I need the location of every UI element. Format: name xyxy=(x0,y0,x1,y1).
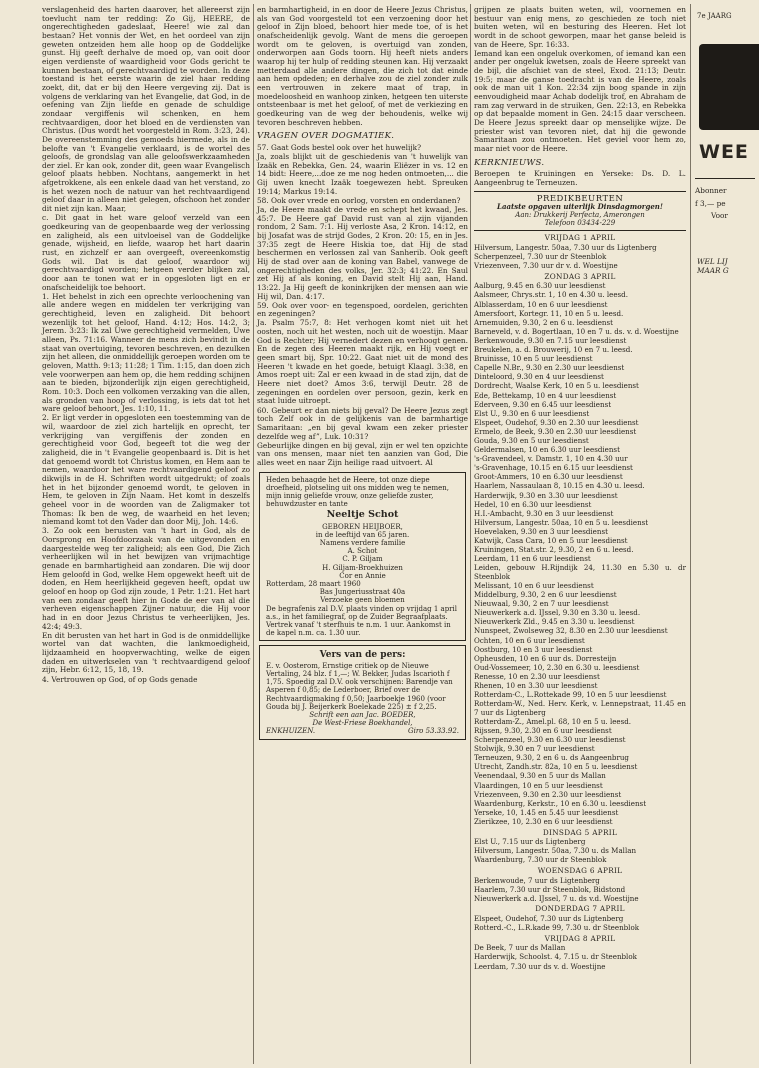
column-divider xyxy=(690,4,691,1064)
service-entry: De Beek, 7 uur ds Mallan xyxy=(474,943,566,953)
service-entry: Katwijk, Casa Cara, 10 en 5 uur leesdienst xyxy=(474,536,628,545)
question: 58. Ook over vrede en oorlog, vorsten en onderdanen? xyxy=(257,195,461,205)
paragraph: En dit berusten van het hart in God is de onmiddellijke wortel van dat wachten, die lankmoedigheid, lijdzaamheid en hoopverwachting, welke de eigen daden en uitwerkselen van 't rechtvaardigend geloof zijn, Hebr. 6:12, 15, 18, 19. xyxy=(42,630,250,675)
service-entry: Arnemuiden, 9.30, 2 en 6 u. leesdienst xyxy=(474,317,613,327)
service-entry: Dinteloord, 9.30 en 4 uur leesdienst xyxy=(474,372,604,382)
service-entry: Ederveen, 9.30 en 6.45 uur leesdienst xyxy=(474,399,612,409)
service-entry: Berkenwoude, 7 uur ds Ligtenberg xyxy=(474,875,600,885)
service-entry: Vriezenveen, 9.30 en 2.30 uur leesdienst xyxy=(474,789,622,799)
subscription-box xyxy=(695,178,755,233)
service-entry: Waardenburg, Kerkstr., 10 en 6.30 u. leesdienst xyxy=(474,798,647,808)
service-entry: Elspeet, Oudehof, 9.30 en 2.30 uur leesdienst xyxy=(474,417,639,427)
obituary-name: Neeltje Schot xyxy=(326,509,399,521)
service-entry: Elspeet, Oudehof, 7.30 uur ds Ligtenberg xyxy=(474,914,624,924)
service-entry: Rotterdam-Z., Amel.pl. 68, 10 en 5 u. leesd. xyxy=(474,716,632,726)
service-entry: Ochten, 10 en 6 uur leesdienst xyxy=(474,635,585,645)
service-entry: Harderwijk, Schoolst. 4, 7.15 u. dr Steenblok xyxy=(474,952,637,962)
paragraph: c. Dit gaat in het ware geloof verzeld van een goedkeuring van de geopenbaarde weg der verlossing en zaligheid, als een uitvloeisel van de Goddelijke genade, wijsheid, en liefde, waarop het hart daarin rust, en zichzelf er aan overgeeft, overeenkomstig Gods wil. Dat is dat geloof, waardoor wij gerechtvaardigd worden; hetgeen verder blijken zal, door aan te tonen wat er in opgesloten ligt en er onafscheidelijk toe behoort. xyxy=(42,213,250,292)
service-entry: Stolwijk, 9.30 en 7 uur leesdienst xyxy=(474,744,595,754)
schedule-day: WOENSDAG 6 APRIL xyxy=(537,865,623,875)
predikbeurten-deadline: Laatste opgaven uiterlijk Dinsdagmorgen! xyxy=(497,202,663,212)
divider xyxy=(474,191,686,192)
service-entry: Waardenburg, 7.30 uur dr Steenblok xyxy=(474,855,607,865)
section-heading: KERKNIEUWS. xyxy=(474,157,545,168)
predikbeurten-phone: Telefoon 03434-229 xyxy=(544,219,616,228)
service-entry: Capelle N.Br., 9.30 en 2.30 uur leesdienst xyxy=(474,363,625,373)
schedule-day: DINSDAG 5 APRIL xyxy=(542,827,618,837)
service-entry: Nieuwerkerk a.d. IJssel, 7 u. ds v.d. Woestijne xyxy=(474,893,639,903)
book-advertisement xyxy=(259,645,466,739)
ad-city: ENKHUIZEN. xyxy=(266,727,316,736)
service-entry: Hilversum, Langestr. 50aa, 7.30 uur ds Ligtenberg xyxy=(474,242,657,252)
paragraph: 1. Het behelst in zich een oprechte verloochening van alle andere wegen en middelen ter verkrijging van gerechtigheid, leven en zaligheid. Dit behoort wezenlijk tot het geloof, Hand. 4:12; Hos. 14:2, 3; Jerem. 3:23: Ik zal Uwe gerechtigheid vermelden, Uwe alleen, Ps. 71:16. Wanneer de mens zich bevindt in de staat van overtuiging, tevoren beschreven, en dezulken zijn het alleen, die onmiddellijk geroepen worden om te geloven, Matth. 9:13; 11:28; 1 Tim. 1:15, dan doen zich vele voorwerpen aan hem op, die hem redding schijnen aan te bieden, bijzonderlijk zijn eigen gerechtigheid, Rom. 10:3. Doch een volkomen verzaking van die allen, als gronden van hoop of verlossing, is iets dat tot het ware geloof behoort, Jes. 1:10, 11. xyxy=(42,291,250,414)
service-entry: Leerdam, 11 en 6 uur leesdienst xyxy=(474,554,591,564)
service-entry: Melissant, 10 en 6 uur leesdienst xyxy=(474,580,594,590)
service-entry: Gouda, 9.30 en 5 uur leesdienst xyxy=(474,435,589,445)
service-entry: Nieuwerkerk a.d. IJssel, 9.30 en 3.30 u. leesd. xyxy=(474,608,641,618)
service-entry: Kruiningen, Stat.str. 2, 9.30, 2 en 6 u. leesd. xyxy=(474,545,634,555)
service-entry: Yerseke, 10, 1.45 en 5.45 uur leesdienst xyxy=(474,807,619,817)
service-entry: Amersfoort, Kortegr. 11, 10 en 5 u. leesd. xyxy=(474,308,624,318)
service-entry: Elst U., 9.30 en 6 uur leesdienst xyxy=(474,408,590,418)
divider xyxy=(474,230,686,231)
service-entry: Rotterd.-C., L.R.kade 99, 7.30 u. dr Steenblok xyxy=(474,923,640,933)
service-entry: Vriezenveen, 7.30 uur dr v. d. Woestijne xyxy=(474,261,618,271)
predikbeurten-address: Aan: Drukkerij Perfecta, Amerongen xyxy=(515,211,645,220)
service-entry: Scherpenzeel, 7.30 uur dr Steenblok xyxy=(474,252,607,262)
masthead-title: WEE xyxy=(699,141,749,163)
obituary-notice xyxy=(259,472,466,642)
service-entry: Terneuzen, 9.30, 2 en 6 u. ds Aangeenbrug xyxy=(474,753,629,763)
subscription-voor: Voor xyxy=(711,211,728,221)
service-entry: Hoevelaken, 9.30 en 3 uur leesdienst xyxy=(474,526,608,536)
service-entry: Ede, Bettekamp, 10 en 4 uur leesdienst xyxy=(474,390,617,400)
obituary-age: in de leeftijd van 65 jaren. xyxy=(315,530,410,539)
service-entry: Haarlem, 7.30 uur dr Steenblok, Bidstond xyxy=(474,884,626,894)
service-entry: Oud-Vossemeer, 10, 2.30 en 6.30 u. leesdienst xyxy=(474,662,640,672)
question: 59. Ook over voor- en tegenspoed, oordelen, gerichten en zegeningen? xyxy=(257,300,468,319)
service-entry: Ermelo, de Beek, 9.30 en 2.30 uur leesdienst xyxy=(474,426,637,436)
obituary-address: Bas Jungeriusstraat 40a xyxy=(319,588,406,597)
service-entry: Groot-Ammers, 10 en 6.30 uur leesdienst xyxy=(474,472,623,482)
obituary-family-member: A. Schot xyxy=(347,547,378,556)
ad-giro: Giro 53.33.92. xyxy=(407,727,459,736)
schedule-day: VRIJDAG 1 APRIL xyxy=(544,233,616,243)
answer: Ja, de Heere maakt de vrede en schept het kwaad, Jes. 45:7. De Heere gaf David rust van al zijn vijanden rondom, 2 Sam. 7:1. Hij verloste Asa, 2 Kron. 14:12, en bij Josafat was de strijd Godes, 2 Kron. 20: 15, en in Jes. 37:35 zegt de Heere Hiskia toe, dat Hij de stad beschermen en verlossen zal van Sanherib. Ook geeft Hij de stad over aan de koning van Babel, vanwege de ongerechtigheden des volks, Jer. 32:3; 41:22. En Saul zet Hij af als koning, en David stelt Hij aan, Hand. 13:22. Ja Hij geeft de koninkrijken der mensen aan wie Hij wil, Dan. 4:17. xyxy=(257,204,468,301)
service-schedule xyxy=(474,234,686,971)
ad-body: E. v. Oosterom, Ernstige critiek op de Nieuwe Vertaling, 24 blz. f 1,—; W. Bekker, Judas Iscarioth f 1,75. Spoedig zal D.V. ook verschijnen: Barendje van Asperen f 0,85; de Lederboer, Brief over de Rechtvaardigmaking f 0,50; Jaarboekje 1960 (voor Gouda bij J. Beijerkerk Boelekade 225) ± f 2,25. xyxy=(266,661,453,711)
paragraph: 4. Vertrouwen op God, of op Gods genade xyxy=(42,674,198,684)
obituary-request: Verzoeke geen bloemen xyxy=(320,596,405,605)
service-entry: Alblasserdam, 10 en 6 uur leesdienst xyxy=(474,299,608,309)
service-entry: Oostburg, 10 en 3 uur leesdienst xyxy=(474,644,593,654)
service-entry: Zierikzee, 10, 2.30 en 6 uur leesdienst xyxy=(474,816,613,826)
service-entry: Utrecht, Zandh.str. 82a, 10 en 5 u. leesdienst xyxy=(474,762,638,772)
service-entry: 's-Gravendeel, v. Damstr. 1, 10 en 4.30 uur xyxy=(474,454,628,464)
service-entry: Berkenwoude, 9.30 en 7.15 uur leesdienst xyxy=(474,335,627,345)
service-entry: H.I.-Ambacht, 9.30 en 3 uur leesdienst xyxy=(474,508,614,518)
paragraph: Iemand kan een ongeluk overkomen, of iemand kan een ander per ongeluk kwetsen, zoals de Heere spreekt van de bijl, die afschiet van de steel, Exod. 21:13; Deutr. 19:5; maar de ganse toedracht is van de Heere, zoals ook de man uit 1 Kon. 22:34 zijn boog spande in zijn eenvoudigheid maar Achab dodelijk trof, en Abraham de ram zag verward in de struiken, Gen. 22:13, en Rebekka op dat bepaalde moment in Gen. 24:15 daar verscheen. De Heere Jezus spreekt daar op menselijke wijze. De priester wist van tevoren niet, dat hij die gewonde Samaritaan zou ontmoeten. Het geviel voor hem zo, maar niet voor de Heere. xyxy=(474,48,686,153)
ad-title: Vers van de pers: xyxy=(319,650,406,661)
schedule-day: DONDERDAG 7 APRIL xyxy=(535,904,625,914)
service-entry: Bruinisse, 10 en 5 uur leesdienst xyxy=(474,354,593,364)
service-entry: 's-Gravenhage, 10.15 en 6.15 uur leesdienst xyxy=(474,463,633,473)
service-entry: Rotterdam-C., L.Rottekade 99, 10 en 5 uur leesdienst xyxy=(474,690,667,700)
service-entry: Breukelen, a. d. Brouwerij, 10 en 7 u. leesd. xyxy=(474,345,633,355)
obituary-born: GEBOREN HEIJBOER, xyxy=(322,522,403,531)
question: 57. Gaat Gods bestel ook over het huwelijk? xyxy=(257,142,422,152)
paragraph: 2. Er ligt verder in opgesloten een toestemming van de wil, waardoor de ziel zich hartelijk en oprecht, ter verkrijging van vergiffenis der zonden en gerechtigheid voor God, begeeft tot die weg der zaligheid, die in 't Evangelie geopenbaard is. Dit is het dat genoemd wordt tot Christus komen, en Hem aan te nemen, waardoor het ware rechtvaardigend geloof zo dikwijls in de H. Schriften wordt uitgedrukt; of zoals het in het bijzonder genoemd wordt, te geloven in Hem, te geloven in Zijn Naam. Het komt in deszelfs geheel voor in de woorden van de Zaligmaker tot Thomas: Ik ben de weg, de waarheid en het leven; niemand komt tot den Vader dan door Mij, Joh. 14:6. xyxy=(42,413,250,527)
service-entry: Elst U., 7.15 uur ds Ligtenberg xyxy=(474,837,586,847)
predikbeurten-title: PREDIKBEURTEN xyxy=(536,193,624,204)
service-entry: Aalburg, 9.45 en 6.30 uur leesdienst xyxy=(474,281,606,291)
paragraph: grijpen ze plaats buiten weten, wil, voornemen en bestuur van enig mens, zo geschieden ze toch niet buiten weten, wil en besturing des Heeren. Het lot wordt in de schoot geworpen, maar het ganse beleid is van de Heere, Spr. 16:33. xyxy=(474,5,686,49)
answer: Ja. Psalm 75:7, 8: Het verhogen komt niet uit het oosten, noch uit het westen, noch uit de woestijn. Maar God is Rechter; Hij vernedert dezen en verhoogt genen. En de zegen des Heeren maakt rijk, en Hij voegt er geen smart bij, Spr. 10:22. Gaat niet uit de mond des Heeren 't kwade en het goede, betuigt Klaagl. 3:38, en Amos roept uit: Zal er een kwaad in de stad zijn, dat de Heere niet doet? Amos 3:6, terwijl Deutr. 28 de zegeningen en oordelen over persoon, gezin, kerk en staat luide uitroept. xyxy=(257,318,468,406)
service-entry: Middelburg, 9.30, 2 en 6 uur leesdienst xyxy=(474,590,617,600)
service-entry: Leiden, gebouw H.Rijndijk 24, 11.30 en 5.30 u. dr Steenblok xyxy=(474,563,686,581)
service-entry: Barneveld, v. d. Bogertlaan, 10 en 7 u. ds. v. d. Woestijne xyxy=(474,326,679,336)
service-entry: Nieuwerkerk Zld., 9.45 en 3.30 u. leesdienst xyxy=(474,617,635,627)
column-3 xyxy=(474,6,686,1056)
column-divider xyxy=(470,4,471,1064)
service-entry: Opheusden, 10 en 6 uur ds. Dorresteijn xyxy=(474,653,617,663)
paragraph: en barmhartigheid, in en door de Heere Jezus Christus, als van God voorgesteld tot een verzoening door het geloof in Zijn bloed, behoort hier mede toe, of is het onafscheidenlijk gevolg. Want de mens die geroepen wordt om te geloven, is overtuigd van zonden, onderworpen aan Gods toorn. Hij heeft niets anders waarop hij ter hulp of redding steunen kan. Hij verzaakt metterdaad alle andere dingen, die zich tot dat einde aan hem opdeden; en derhalve zou de ziel zonder zulk een vertrouwen in zekere maat of trap, in moedeloosheid en wanhoop zinken, hetgeen ten uiterste ontsteenbaar is met het geloof, of met de verkiezing en goedkeuring van de weg der behoudenis, welke wij tevoren beschreven hebben. xyxy=(257,5,468,127)
paragraph: 3. Zo ook een berusten van 't hart in God, als de Oorsprong en Hoofdoorzaak van de uitgevonden en daargestelde weg ter zaligheid; als een God, Die Zich verheerlijken wil in het bewijzen van vrijmachtige genade en barmhartigheid aan zondaren. Die wij door Hem geloofd in God, welke Hem opgewekt heeft uit de doden, en Hem heerlijkheid gegeven heeft, opdat uw geloof en hoop op God zijn zoude, 1 Petr. 1:21. Het hart van een zondaar geeft hier in Gode de eer van al die verheven eigenschappen Zijner natuur, die Hij voor had in en door Jezus Christus te verheerlijken, Jes. 42:4; 49:3. xyxy=(42,526,250,631)
obituary-funeral: De begrafenis zal D.V. plaats vinden op vrijdag 1 april a.s., in het familiegraf, op de Zuider Begraafplaats. xyxy=(266,604,457,621)
service-entry: Vlaardingen, 10 en 5 uur leesdienst xyxy=(474,780,603,790)
next-page-masthead xyxy=(693,0,749,1068)
volume-label: 7e JAARG xyxy=(697,12,732,20)
service-entry: Scherpenzeel, 9.30 en 6.30 uur leesdienst xyxy=(474,735,626,745)
service-entry: Rijssen, 9.30, 2.30 en 6 uur leesdienst xyxy=(474,725,612,735)
service-entry: Veenendaal, 9.30 en 5 uur ds Mallan xyxy=(474,771,606,781)
service-entry: Harderwijk, 9.30 en 3.30 uur leesdienst xyxy=(474,490,618,500)
answer: Gebeurlijke dingen en bij geval, zijn er wel ten opzichte van ons mensen, maar niet ten aanzien van God, Die alles weet en naar Zijn heilige raad uitvoert. Al xyxy=(257,440,468,467)
paragraph: verslagenheid des harten daarover, het allereerst zijn toevlucht nam ter redding: Zo Gij, HEERE, de ongerechtigheden gadeslaat, Heere! wie zal dan bestaan? Het vonnis der Wet, en het oordeel van zijn geweten ontzeiden hem alle hoop op de Goddelijke gunst. Hij geeft derhalve de moed op, van ooit door eigen verdienste of waardigheid voor Gods gericht te kunnen bestaan, of gerechtvaardigd te worden. In deze toestand is het eerste waarin de ziel haar redding zoekt, dit, dat er bij den Heere vergeving zij. Dat is volgens de verklaring van het Evangelie, dat God, in de oefening van Zijn liefde en genade de schuldige zondaar vergiffenis wil schenken, en hem rechtvaardigen, door het bloed en de verdiensten van Christus. (Dus wordt het voorgesteld in Rom. 3:23, 24). De overeenstemming des gemoeds hiermede, als in de belofte van 't Evangelie verklaard, is de wortel des geloofs, de grondslag van alle geloofswerkzaamheden der ziel. Er kan ook, zonder dit, geen waar Evangelisch geloof plaats hebben. Nochtans, aangemerkt in het afgetrokkene, als een enkele daad van het verstand, zo is het wezen noch de natuur van het rechtvaardigend geloof daar in alleen niet gelegen, ofschoon het zonder dit niet zijn kan. Maar, xyxy=(42,5,250,214)
schedule-day: VRIJDAG 8 APRIL xyxy=(544,933,616,943)
service-entry: Dordrecht, Waalse Kerk, 10 en 5 u. leesdienst xyxy=(474,381,639,391)
subscription-label: Abonner xyxy=(695,186,727,195)
service-entry: Geldermalsen, 10 en 6.30 uur leesdienst xyxy=(474,445,620,455)
obituary-place-date: Rotterdam, 28 maart 1960 xyxy=(266,580,361,589)
service-entry: Hilversum, Langestr. 50aa, 7.30 u. ds Mallan xyxy=(474,846,637,856)
obituary-family-label: Namens verdere familie xyxy=(319,539,406,548)
obituary-family-member: Cor en Annie xyxy=(339,571,386,580)
masthead-logo xyxy=(699,44,759,130)
service-entry: Rotterdam-W., Ned. Herv. Kerk, v. Lennepstraat, 11.45 en 7 uur ds Ligtenberg xyxy=(474,699,686,717)
service-entry: Hedel, 10 en 6.30 uur leesdienst xyxy=(474,499,592,509)
column-divider xyxy=(253,4,254,1064)
answer: Ja, zoals blijkt uit de geschiedenis van 't huwelijk van Izaäk en Rebekka, Gen. 24, waarin Eliëzer in vs. 12 en 14 bidt: Heere,...doe ze me nog heden ontmoeten,... die Gij uwen knecht Izaäk toegewezen hebt. Spreuken 19:14; Markus 19:14. xyxy=(257,152,468,196)
service-entry: Nieuwaal, 9.30, 2 en 7 uur leesdienst xyxy=(474,599,609,609)
schedule-day: ZONDAG 3 APRIL xyxy=(544,271,616,281)
service-entry: Hilversum, Langestr. 50aa, 10 en 5 u. leesdienst xyxy=(474,517,649,527)
church-news: Beroepen te Kruiningen en Yerseke: Ds. D. L. Aangeenbrug te Terneuzen. xyxy=(474,169,686,187)
obituary-departure: Vertrek vanaf 't sterfhuis te n.m. 1 uur. Aankomst in de kapel n.m. ca. 1.30 uur. xyxy=(266,621,451,638)
obituary-family-member: H. Giljam-Broekhuizen xyxy=(322,563,403,572)
service-entry: Leerdam, 7.30 uur ds v. d. Woestijne xyxy=(474,961,606,971)
service-entry: Rhenen, 10 en 3.30 uur leesdienst xyxy=(474,681,598,690)
subscription-price: f 3,— pe xyxy=(695,198,726,208)
column-1 xyxy=(42,6,250,1056)
service-entry: Renesse, 10 en 2.30 uur leesdienst xyxy=(474,671,600,681)
service-entry: Nunspeet, Zwolseweg 32, 8.30 en 2.30 uur leesdienst xyxy=(474,626,668,636)
service-entry: Haarlem, Nassaulaan 8, 10.15 en 4.30 u. leesd. xyxy=(474,481,645,491)
obituary-intro: Heden behaagde het de Heere, tot onze diepe droefheid, plotseling uit ons midden weg te nemen, mijn innig geliefde vrouw, onze geliefde zuster, behuwdzuster en tante xyxy=(266,475,449,509)
obituary-family-member: C. P. Giljam xyxy=(342,555,383,564)
service-entry: Aalsmeer, Chrys.str. 1, 10 en 4.30 u. leesd. xyxy=(474,290,628,300)
column-4-text: WEL LIJ MAAR G xyxy=(697,257,729,275)
question: 60. Gebeurt er dan niets bij geval? De Heere Jezus zegt toch Zelf ook in de gelijkenis van de barmhartige Samaritaan: „en bij geval kwam een zeker priester dezelfde weg af”, Luk. 10:31? xyxy=(257,405,468,441)
column-2 xyxy=(257,6,468,1056)
ad-signature: Schrift een aan Jac. BOEDER, xyxy=(309,710,416,719)
section-heading: VRAGEN OVER DOGMATIEK. xyxy=(257,131,395,142)
ad-signature: De West-Friese Boekhandel, xyxy=(312,719,413,728)
